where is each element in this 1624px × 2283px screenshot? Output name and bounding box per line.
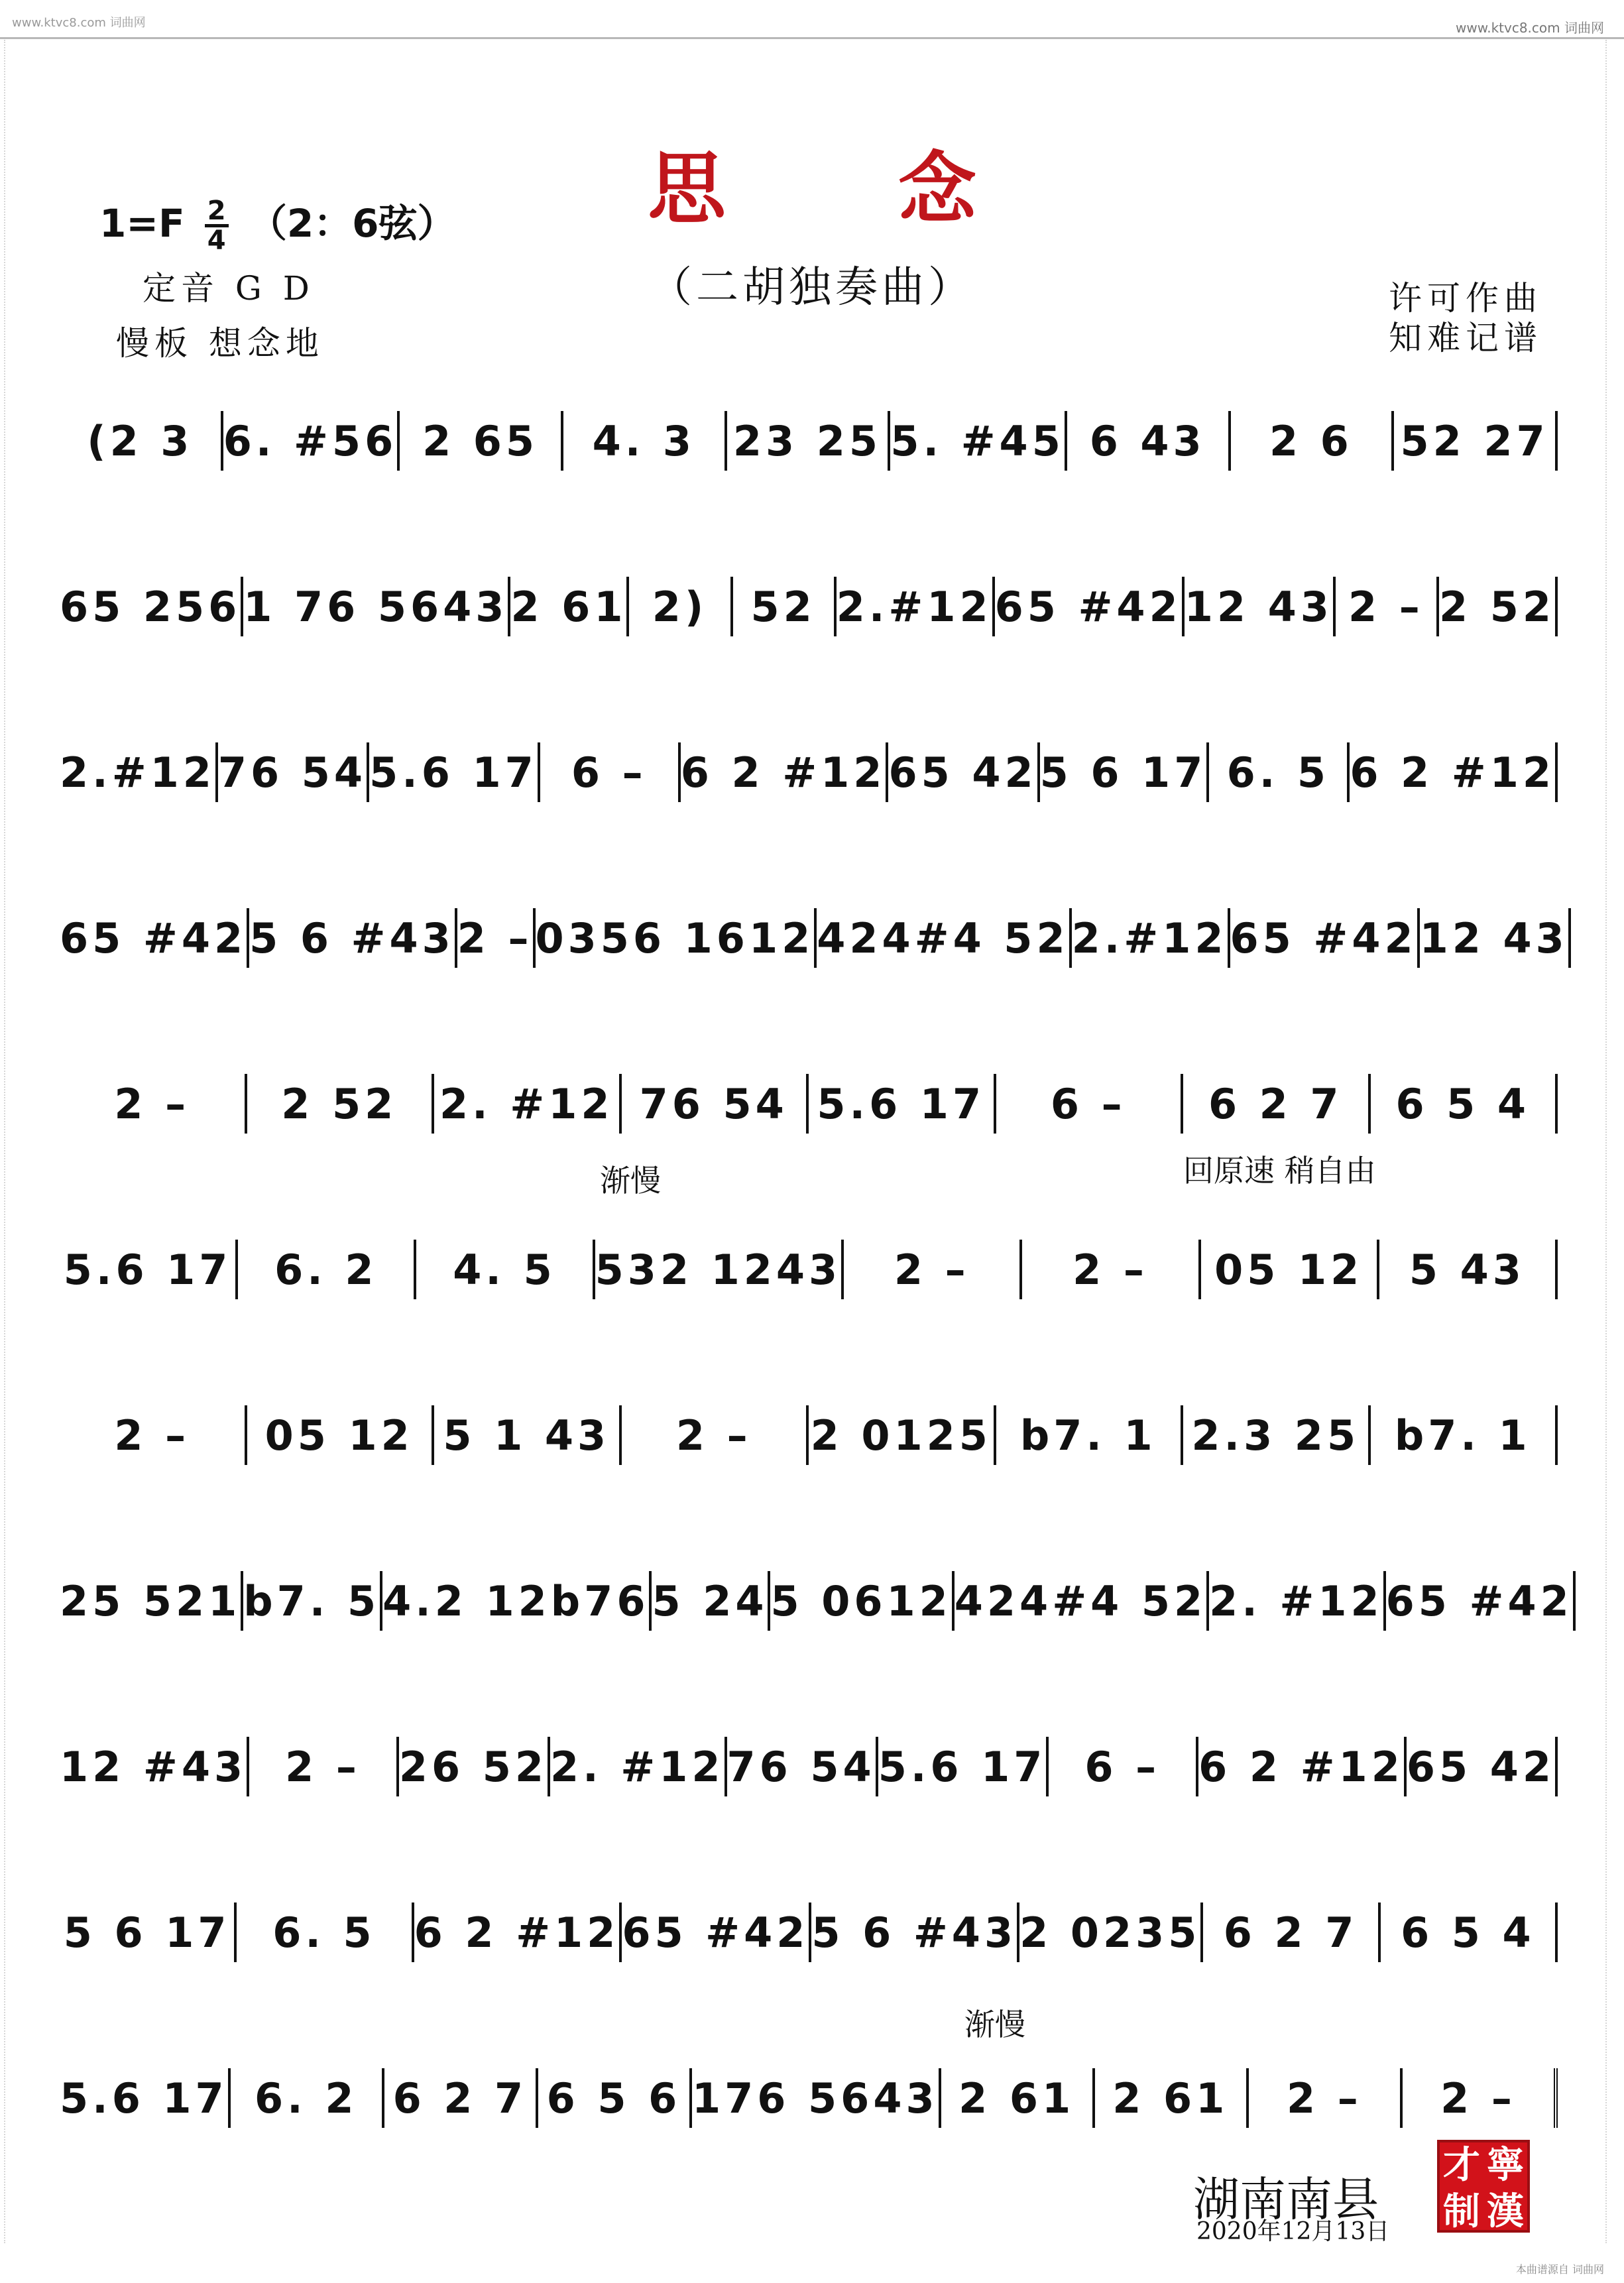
tempo-change-resume: 回原速 稍自由 [1183, 1153, 1376, 1189]
tempo-change-slowing: 渐慢 [600, 1163, 661, 1199]
measure: 6. #56 [223, 411, 400, 471]
measure: b7. 5 [243, 1571, 382, 1631]
measure: 12 43 [1185, 577, 1336, 636]
measure: 65 #42 [1230, 908, 1420, 968]
measure: 2 61 [510, 577, 629, 636]
tempo-change-slowing-2: 渐慢 [964, 2007, 1025, 2042]
score-line [60, 371, 1558, 471]
measure: 05 12 [247, 1405, 435, 1465]
measure: 2. #12 [434, 1074, 622, 1134]
measure: 6. 5 [237, 1903, 414, 1962]
measure: 2 – [1022, 1240, 1200, 1299]
measure: 5.6 17 [809, 1074, 996, 1134]
score-title: 思念 [647, 143, 1149, 235]
measure: (2 3 [60, 411, 223, 471]
measure: b7. 1 [1371, 1405, 1558, 1465]
seal-char: 制 [1443, 2190, 1480, 2233]
time-signature [205, 196, 229, 257]
measure: 6 5 4 [1371, 1074, 1558, 1134]
measure: 2 – [1249, 2068, 1403, 2128]
measure: 5 43 [1379, 1240, 1558, 1299]
measure: 65 42 [1407, 1737, 1558, 1796]
score-line [60, 1366, 1558, 1465]
score-line [60, 1863, 1558, 1962]
measure: 2 – [1403, 2068, 1558, 2128]
measure: 2 – [622, 1405, 809, 1465]
measure: 2. #12 [550, 1737, 727, 1796]
measure: 2 61 [1095, 2068, 1249, 2128]
measure: 6 2 #12 [414, 1903, 622, 1962]
measure: 4. 5 [416, 1240, 595, 1299]
measure: 5 6 #43 [811, 1903, 1019, 1962]
measure: 6 2 7 [384, 2068, 538, 2128]
measure: 424#4 52 [817, 908, 1071, 968]
measure: 4. 3 [563, 411, 727, 471]
measure: 05 12 [1201, 1240, 1379, 1299]
measure: 2 61 [941, 2068, 1095, 2128]
header-rule [0, 37, 1624, 39]
right-border-strip [1605, 40, 1620, 2243]
time-sig-bottom: 4 [207, 225, 226, 257]
measure: 2.#12 [837, 577, 995, 636]
measure: 2 – [249, 1737, 399, 1796]
measure: 65 #42 [60, 908, 249, 968]
measure: 6 – [540, 742, 681, 802]
measure: 65 256 [60, 577, 243, 636]
measure: 4.2 12b76 [382, 1571, 652, 1631]
seal-char: 漢 [1487, 2190, 1524, 2233]
measure: 0356 1612 [536, 908, 817, 968]
site-watermark-left: www.ktvc8.com 词曲网 [12, 16, 146, 30]
measure: 6 5 4 [1381, 1903, 1558, 1962]
measure: 76 54 [727, 1737, 878, 1796]
footer-date: 2020年12月13日 [1196, 2218, 1390, 2245]
measure: 6 2 #12 [1350, 742, 1558, 802]
measure: 5. #45 [890, 411, 1067, 471]
measure: 2.3 25 [1183, 1405, 1371, 1465]
seal-char: 寧 [1487, 2144, 1524, 2187]
measure: 6 43 [1067, 411, 1231, 471]
measure: 5.6 17 [60, 2068, 231, 2128]
measure: 6 2 7 [1183, 1074, 1371, 1134]
measure: 2.#12 [60, 742, 218, 802]
measure: 25 521 [60, 1571, 243, 1631]
measure: 2 – [457, 908, 536, 968]
measure: 5 0612 [770, 1571, 954, 1631]
measure: 52 [733, 577, 837, 636]
strings-note: （2：6弦） [248, 201, 456, 246]
measure: 65 #42 [622, 1903, 811, 1962]
key-text: 1=F [99, 201, 185, 246]
seal-char: 才 [1443, 2144, 1480, 2187]
measure: 65 #42 [1386, 1571, 1576, 1631]
measure: 23 25 [727, 411, 891, 471]
measure: 5 6 17 [60, 1903, 237, 1962]
measure: b7. 1 [996, 1405, 1184, 1465]
measure: 6 2 7 [1203, 1903, 1380, 1962]
measure: 2 6 [1231, 411, 1395, 471]
measure: 2 0125 [809, 1405, 996, 1465]
measure: 2 65 [400, 411, 563, 471]
measure: 6 2 #12 [681, 742, 889, 802]
measure: 2 – [1336, 577, 1439, 636]
score-line [60, 2028, 1558, 2128]
measure: 52 27 [1394, 411, 1558, 471]
tempo-marking: 慢板 想念地 [116, 324, 324, 363]
measure: 6 – [1049, 1737, 1198, 1796]
measure: 6 – [996, 1074, 1184, 1134]
measure: 12 #43 [60, 1737, 249, 1796]
measure: 5.6 17 [60, 1240, 238, 1299]
score-line [60, 1697, 1558, 1796]
measure: 6. 2 [238, 1240, 416, 1299]
measure: 1 76 5643 [243, 577, 510, 636]
score-line [60, 537, 1558, 636]
site-watermark-bottom: 本曲谱源自 词曲网 [1515, 2263, 1604, 2276]
measure: 2 – [60, 1405, 247, 1465]
measure: 12 43 [1420, 908, 1571, 968]
measure: 2) [629, 577, 732, 636]
tuning-note: 定音 G D [143, 269, 315, 308]
key-signature [99, 192, 456, 257]
score-subtitle: （二胡独奏曲） [650, 263, 974, 312]
time-sig-top: 2 [205, 198, 229, 227]
measure: 76 54 [622, 1074, 809, 1134]
score-line [60, 1200, 1558, 1299]
measure: 532 1243 [595, 1240, 844, 1299]
measure: 2 – [60, 1074, 247, 1134]
author-seal [1437, 2140, 1530, 2233]
measure: 6 2 #12 [1198, 1737, 1407, 1796]
measure: 424#4 52 [955, 1571, 1209, 1631]
measure: 2.#12 [1072, 908, 1230, 968]
measure: 2 52 [247, 1074, 435, 1134]
measure: 176 5643 [692, 2068, 941, 2128]
measure: 6 5 6 [538, 2068, 692, 2128]
footer-place: 湖南南县 [1193, 2172, 1379, 2227]
measure: 26 52 [399, 1737, 550, 1796]
measure: 2 52 [1439, 577, 1558, 636]
left-border-strip [4, 40, 19, 2243]
score-line [60, 1034, 1558, 1134]
composer: 许可作曲 [1389, 279, 1542, 318]
measure: 2 – [844, 1240, 1022, 1299]
measure: 5 6 17 [1040, 742, 1210, 802]
measure: 65 #42 [995, 577, 1185, 636]
measure: 6. 2 [231, 2068, 384, 2128]
score-line [60, 1531, 1573, 1631]
measure: 76 54 [218, 742, 369, 802]
measure: 5.6 17 [369, 742, 540, 802]
measure: 65 42 [888, 742, 1039, 802]
measure: 2. #12 [1209, 1571, 1386, 1631]
transcriber: 知难记谱 [1389, 319, 1542, 357]
measure: 2 0235 [1019, 1903, 1203, 1962]
measure: 5 6 #43 [249, 908, 457, 968]
site-watermark-right: www.ktvc8.com 词曲网 [1455, 20, 1604, 36]
measure: 5 1 43 [434, 1405, 622, 1465]
measure: 5.6 17 [878, 1737, 1049, 1796]
measure: 6. 5 [1209, 742, 1350, 802]
score-line [60, 868, 1568, 968]
measure: 5 24 [652, 1571, 770, 1631]
score-line [60, 703, 1558, 802]
